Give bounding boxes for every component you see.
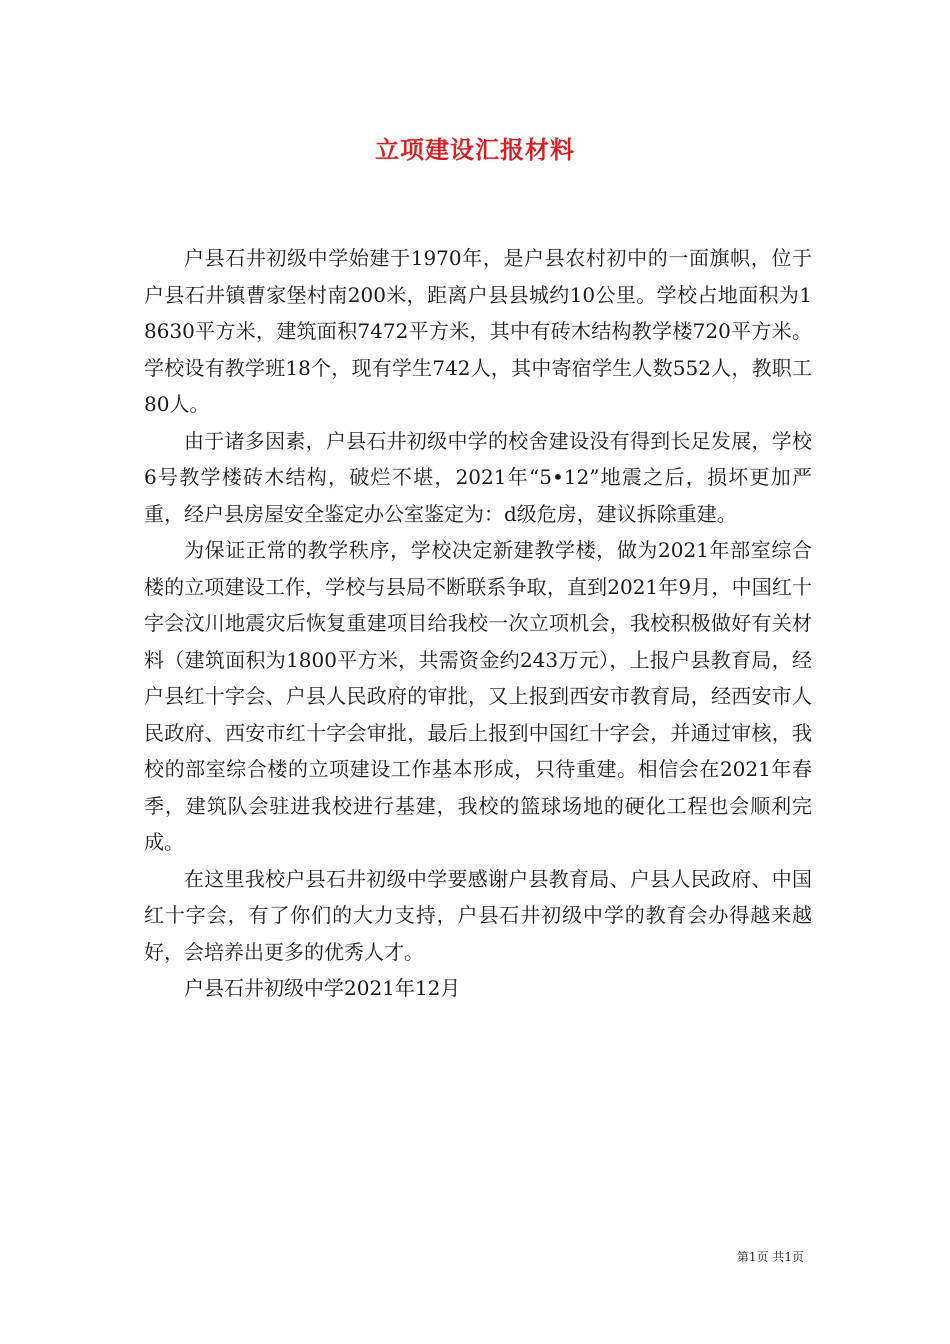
page-number: 第1页 共1页: [736, 1250, 804, 1264]
document-body: [144, 240, 812, 1007]
paragraph-damage: 由于诸多因素，户县石井初级中学的校舍建设没有得到长足发展，学校6号教学楼砖木结构，破烂不堪，2021年“5•12”地震之后，损坏更加严重，经户县房屋安全鉴定办公室鉴定为：d级危房，建议拆除重建。: [144, 428, 812, 526]
paragraph-project: 为保证正常的教学秩序，学校决定新建教学楼，做为2021年部室综合楼的立项建设工作，学校与县局不断联系争取，直到2021年9月，中国红十字会汶川地震灾后恢复重建项目给我校一次立项机会，我校积极做好有关材料（建筑面积为1800平方米，共需资金约243万元），上报户县教育局，经户县红十字会、户县人民政府的审批，又上报到西安市教育局，经西安市人民政府、西安市红十字会审批，最后上报到中国红十字会，并通过审核，我校的部室综合楼的立项建设工作基本形成，只待重建。相信会在2021年春季，建筑队会驻进我校进行基建，我校的篮球场地的硬化工程也会顺利完成。: [144, 538, 812, 854]
paragraph-signature: 户县石井初级中学2021年12月: [184, 976, 461, 1000]
document-title: 立项建设汇报材料: [375, 135, 575, 164]
paragraph-thanks: 在这里我校户县石井初级中学要感谢户县教育局、户县人民政府、中国红十字会，有了你们的大力支持，户县石井初级中学的教育会办得越来越好，会培养出更多的优秀人才。: [144, 866, 812, 964]
paragraph-intro: 户县石井初级中学始建于1970年，是户县农村初中的一面旗帜，位于户县石井镇曹家堡村南200米，距离户县县城约10公里。学校占地面积为18630平方米，建筑面积7472平方米，其中有砖木结构教学楼720平方米。学校设有教学班18个，现有学生742人，其中寄宿学生人数552人，教职工80人。: [144, 246, 812, 416]
